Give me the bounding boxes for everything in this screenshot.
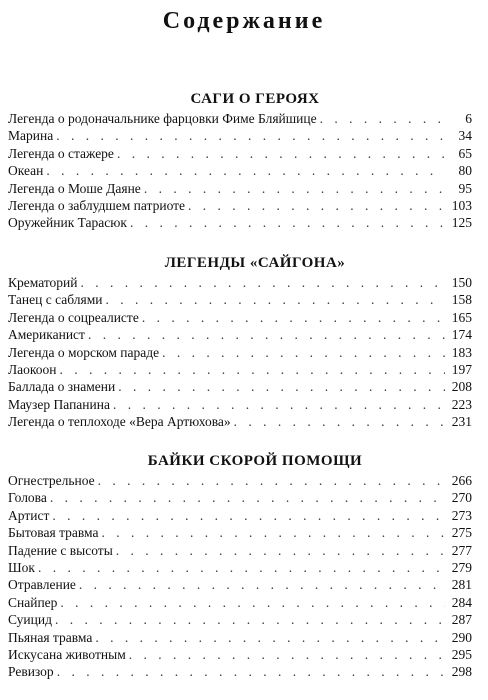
entry-page-number: 279 [451, 559, 472, 575]
toc-entry[interactable] [8, 559, 472, 576]
dot-leader [118, 378, 445, 395]
entry-page-number: 125 [451, 215, 472, 231]
dot-leader [38, 559, 445, 576]
toc-entry[interactable] [8, 594, 472, 611]
dot-leader [50, 489, 445, 506]
dot-leader [46, 162, 445, 179]
dot-leader [57, 663, 445, 680]
entry-title: Оружейник Тарасюк [8, 215, 127, 231]
toc-entry[interactable] [8, 378, 472, 395]
toc-entry[interactable] [8, 326, 472, 343]
entry-title: Крематорий [8, 275, 78, 290]
entry-page-number: 6 [465, 111, 472, 126]
section-sagi [8, 88, 472, 232]
dot-leader [95, 629, 445, 646]
entry-page-number: 65 [458, 145, 472, 161]
entry-title: Снайпер [8, 594, 58, 610]
entry-page-number: 273 [451, 507, 472, 523]
toc-entry[interactable] [8, 361, 472, 378]
entry-title: Танец с саблями [8, 292, 103, 308]
toc-entry[interactable] [8, 145, 472, 162]
entry-title: Шок [8, 559, 35, 575]
entry-title: Артист [8, 507, 50, 523]
entry-title: Лаокоон [8, 361, 57, 377]
dot-leader [98, 472, 445, 489]
dot-leader [81, 274, 445, 291]
dot-leader [79, 576, 445, 593]
page-title: Содержание [162, 8, 326, 34]
entry-title: Легенда о теплоходе «Вера Артюхова» [8, 414, 231, 430]
entry-title: Легенда о Моше Даяне [8, 180, 141, 196]
entry-title: Легенда о стажере [8, 145, 114, 161]
entry-title: Искусана животным [8, 646, 126, 662]
entry-page-number: 298 [451, 664, 472, 680]
entry-title: Суицид [8, 612, 52, 628]
entry-title: Ревизор [8, 664, 54, 680]
dot-leader [55, 611, 445, 628]
entry-page-number: 223 [451, 396, 472, 412]
dot-leader [113, 396, 445, 413]
dot-leader [188, 197, 445, 214]
entry-title: Легенда о родоначальнике фарцовки Фиме Бляйшице [8, 111, 317, 126]
toc-entry[interactable] [8, 489, 472, 506]
toc-entry[interactable] [8, 214, 472, 231]
toc-entry[interactable] [8, 180, 472, 197]
entry-page-number: 197 [451, 361, 472, 377]
toc-entry[interactable] [8, 344, 472, 361]
entry-title: Легенда о заблудшем патриоте [8, 197, 186, 213]
toc-entry[interactable] [8, 274, 472, 291]
dot-leader [234, 413, 445, 430]
entry-title: Отравление [8, 577, 76, 593]
toc-entry[interactable] [8, 507, 472, 524]
entry-list [8, 110, 472, 232]
entry-page-number: 284 [451, 594, 472, 610]
entry-page-number: 80 [458, 163, 472, 179]
dot-leader [117, 145, 445, 162]
entry-title: Пьяная травма [8, 629, 93, 645]
entry-page-number: 174 [451, 327, 472, 343]
entry-page-number: 95 [458, 180, 472, 196]
toc-entry[interactable] [8, 542, 472, 559]
dot-leader [60, 361, 446, 378]
dot-leader [60, 594, 445, 611]
toc-entry[interactable] [8, 127, 472, 144]
entry-list [8, 472, 472, 681]
dot-leader [142, 309, 445, 326]
toc-entry[interactable] [8, 413, 472, 430]
toc-entry[interactable] [8, 197, 472, 214]
toc-entry[interactable] [8, 309, 472, 326]
entry-page-number: 103 [451, 197, 472, 213]
entry-page-number: 158 [451, 292, 472, 308]
toc-entry[interactable] [8, 291, 472, 308]
section-bayki [8, 450, 472, 681]
entry-title: Легенда о морском параде [8, 344, 160, 360]
entry-page-number: 281 [451, 577, 472, 593]
entry-title: Бытовая травма [8, 525, 99, 541]
toc-entry[interactable] [8, 629, 472, 646]
toc-entry[interactable] [8, 576, 472, 593]
entry-title: Океан [8, 163, 44, 179]
entry-page-number: 150 [451, 275, 472, 290]
toc-entry[interactable] [8, 663, 472, 680]
toc-entry[interactable] [8, 472, 472, 489]
section-heading: ЛЕГЕНДЫ «САЙГОНА» [164, 255, 346, 271]
dot-leader [129, 646, 445, 663]
entry-page-number: 287 [451, 612, 472, 628]
entry-page-number: 270 [451, 490, 472, 506]
toc-entry[interactable] [8, 110, 472, 127]
entry-title: Баллада о знамени [8, 379, 116, 395]
entry-page-number: 277 [451, 542, 472, 558]
entry-title: Голова [8, 490, 47, 506]
entry-list [8, 274, 472, 431]
entry-title: Марина [8, 128, 54, 144]
dot-leader [162, 344, 445, 361]
entry-page-number: 165 [451, 309, 472, 325]
entry-page-number: 231 [451, 414, 472, 430]
entry-title: Американист [8, 327, 85, 343]
entry-title: Падение с высоты [8, 542, 113, 558]
toc-entry[interactable] [8, 162, 472, 179]
entry-page-number: 290 [451, 629, 472, 645]
dot-leader [105, 291, 445, 308]
entry-page-number: 266 [451, 473, 472, 488]
dot-leader [130, 214, 445, 231]
entry-page-number: 183 [451, 344, 472, 360]
dot-leader [144, 180, 445, 197]
toc-entry[interactable] [8, 396, 472, 413]
dot-leader [52, 507, 445, 524]
dot-leader [88, 326, 445, 343]
entry-title: Маузер Папанина [8, 396, 110, 412]
toc-entry[interactable] [8, 646, 472, 663]
entry-title: Огнестрельное [8, 473, 95, 488]
section-heading: БАЙКИ СКОРОЙ ПОМОЩИ [147, 453, 363, 469]
entry-page-number: 295 [451, 646, 472, 662]
toc-entry[interactable] [8, 611, 472, 628]
section-legendy [8, 252, 472, 431]
dot-leader [320, 110, 445, 127]
section-heading: САГИ О ГЕРОЯХ [190, 91, 320, 107]
entry-page-number: 275 [451, 525, 472, 541]
entry-page-number: 34 [458, 128, 472, 144]
dot-leader [101, 524, 445, 541]
entry-page-number: 208 [451, 379, 472, 395]
dot-leader [56, 127, 445, 144]
dot-leader [116, 542, 445, 559]
entry-title: Легенда о соцреалисте [8, 309, 139, 325]
toc-entry[interactable] [8, 524, 472, 541]
